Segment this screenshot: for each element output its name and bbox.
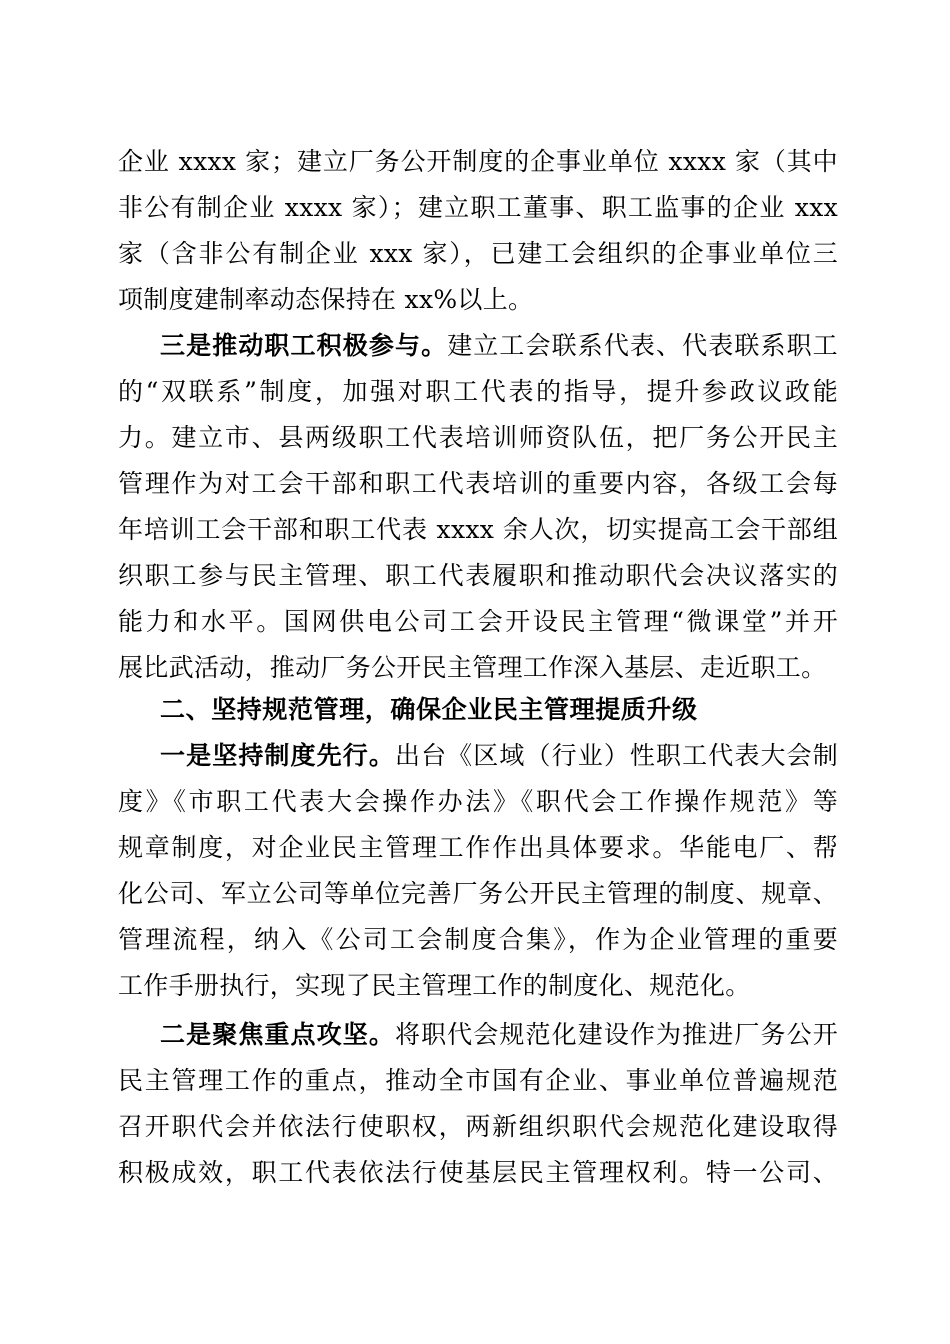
paragraph-first-line	[160, 323, 838, 369]
paragraph-lead-point-one: 一是坚持制度先行。	[160, 741, 395, 770]
body-text-line: 度》《市职工代表大会操作办法》《职代会工作操作规范》等	[118, 787, 838, 816]
body-text-line: 非公有制企业 xxxx 家）；建立职工董事、职工监事的企业 xxx	[118, 193, 838, 222]
paragraph-lead-rest: 将职代会规范化建设作为推进厂务公开	[394, 1020, 838, 1049]
body-text-line: 家（含非公有制企业 xxx 家），已建工会组织的企事业单位三	[118, 239, 838, 268]
body-text-line: 化公司、军立公司等单位完善厂务公开民主管理的制度、规章、	[118, 879, 838, 908]
body-text-line: 展比武活动，推动厂务公开民主管理工作深入基层、走近职工。	[118, 653, 827, 682]
body-text-line: 规章制度，对企业民主管理工作作出具体要求。华能电厂、帮	[118, 833, 838, 862]
section-heading: 二、坚持规范管理，确保企业民主管理提质升级	[160, 695, 698, 724]
paragraph-lead-point-two: 二是聚焦重点攻坚。	[160, 1020, 395, 1049]
body-text-line: 能力和水平。国网供电公司工会开设民主管理“微课堂”并开	[118, 607, 838, 636]
paragraph-lead-point-three: 三是推动职工积极参与。	[160, 331, 448, 360]
paragraph-first-line	[160, 1012, 838, 1058]
body-text-line: 项制度建制率动态保持在 xx%以上。	[118, 285, 534, 314]
body-text-line: 织职工参与民主管理、职工代表履职和推动职代会决议落实的	[118, 561, 838, 590]
body-text-line: 企业 xxxx 家；建立厂务公开制度的企事业单位 xxxx 家（其中	[118, 147, 838, 176]
paragraph-first-line	[160, 733, 838, 779]
body-text-line: 年培训工会干部和职工代表 xxxx 余人次，切实提高工会干部组	[118, 515, 838, 544]
paragraph-lead-rest: 建立工会联系代表、代表联系职工	[447, 331, 838, 360]
body-text-line: 管理流程，纳入《公司工会制度合集》，作为企业管理的重要	[118, 925, 838, 954]
paragraph-lead-rest: 出台《区域（行业）性职工代表大会制	[394, 741, 838, 770]
body-text-line: 管理作为对工会干部和职工代表培训的重要内容，各级工会每	[118, 469, 838, 498]
body-text-line: 召开职代会并依法行使职权，两新组织职代会规范化建设取得	[118, 1112, 838, 1141]
body-text-line: 工作手册执行，实现了民主管理工作的制度化、规范化。	[118, 971, 751, 1000]
body-text-line: 积极成效，职工代表依法行使基层民主管理权利。特一公司、	[118, 1158, 838, 1187]
body-text-line: 的“双联系”制度，加强对职工代表的指导，提升参政议政能	[118, 377, 838, 406]
body-text-line: 民主管理工作的重点，推动全市国有企业、事业单位普遍规范	[118, 1066, 838, 1095]
body-text-line: 力。建立市、县两级职工代表培训师资队伍，把厂务公开民主	[118, 423, 838, 452]
